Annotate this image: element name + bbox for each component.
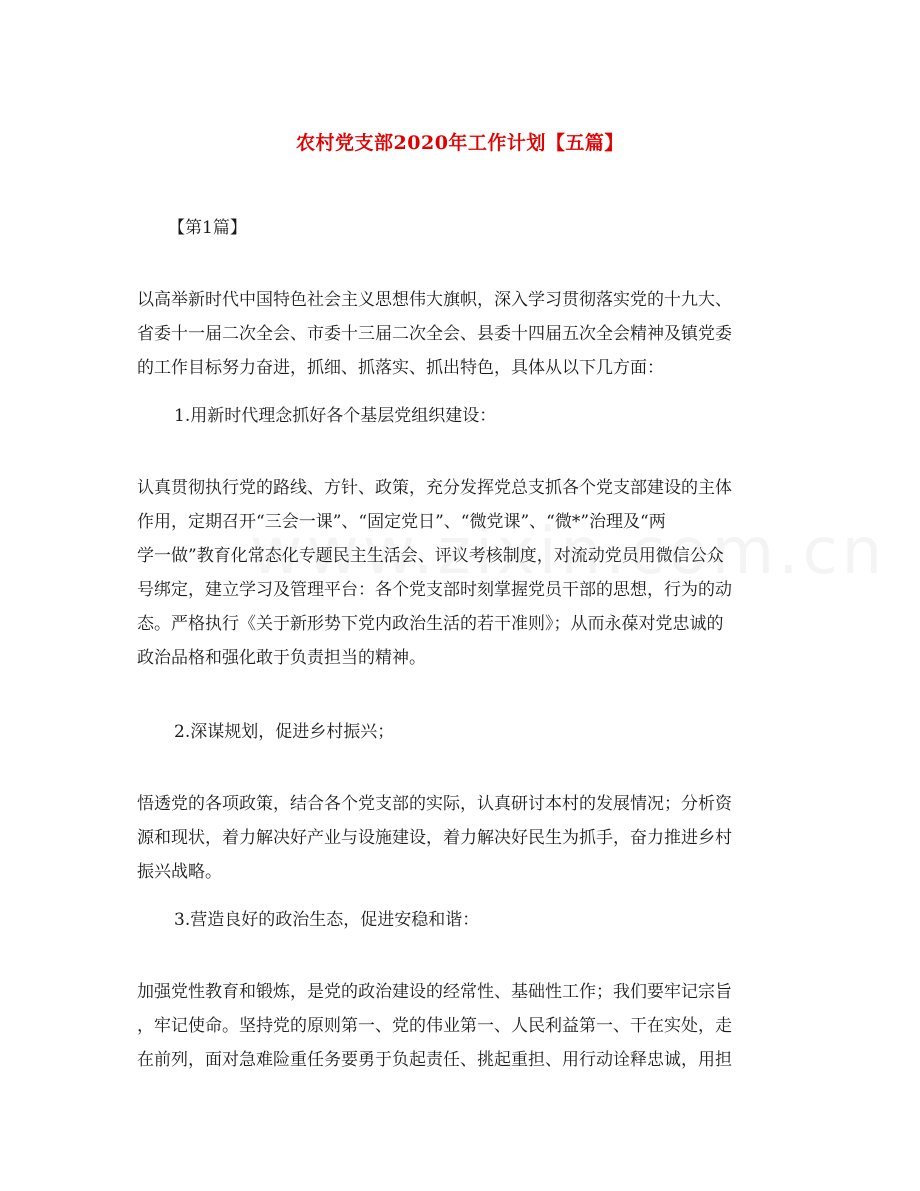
section-label: 【第1篇】: [168, 218, 247, 238]
paragraph-line: 加强党性教育和锻炼，是党的政治建设的经常性、基础性工作；我们要牢记宗旨: [137, 982, 732, 1002]
paragraph-3: [137, 975, 787, 1077]
item-heading-3: 3.营造良好的政治生态，促进安稳和谐：: [174, 910, 480, 930]
paragraph-line: 的工作目标努力奋进，抓细、抓落实、抓出特色，具体从以下几方面：: [137, 358, 664, 378]
intro-paragraph: [137, 283, 787, 385]
paragraph-line: 以高举新时代中国特色社会主义思想伟大旗帜，深入学习贯彻落实党的十九大、: [137, 290, 732, 310]
paragraph-line: 作用，定期召开“三会一课”、“固定党日”、“微党课”、“微*”治理及“两: [137, 512, 666, 532]
paragraph-line: 态。严格执行《关于新形势下党内政治生活的若干准则》；从而永葆对党忠诚的: [137, 614, 724, 634]
item-heading-1: 1.用新时代理念抓好各个基层党组织建设：: [174, 406, 497, 426]
paragraph-line: 在前列，面对急难险重任务要勇于负起责任、挑起重担、用行动诠释忠诚，用担: [137, 1050, 732, 1070]
paragraph-line: 认真贯彻执行党的路线、方针、政策，充分发挥党总支抓各个党支部建设的主体: [137, 478, 732, 498]
paragraph-line: 源和现状，着力解决好产业与设施建设，着力解决好民生为抓手，奋力推进乡村: [137, 828, 732, 848]
paragraph-line: 振兴战略。: [137, 862, 222, 882]
paragraph-line: 学一做”教育化常态化专题民主生活会、评议考核制度，对流动党员用微信公众: [137, 546, 724, 566]
document-title: 农村党支部2020年工作计划【五篇】: [296, 132, 624, 154]
paragraph-1: [137, 471, 787, 675]
paragraph-line: ，牢记使命。坚持党的原则第一、党的伟业第一、人民利益第一、干在实处，走: [137, 1016, 732, 1036]
paragraph-line: 省委十一届二次全会、市委十三届二次全会、县委十四届五次全会精神及镇党委: [137, 324, 732, 344]
paragraph-2: [137, 787, 787, 889]
paragraph-line: 悟透党的各项政策，结合各个党支部的实际，认真研讨本村的发展情况；分析资: [137, 794, 732, 814]
paragraph-line: 政治品格和强化敢于负责担当的精神。: [137, 648, 426, 668]
item-heading-2: 2.深谋规划，促进乡村振兴；: [174, 722, 395, 742]
paragraph-line: 号绑定，建立学习及管理平台：各个党支部时刻掌握党员干部的思想，行为的动: [137, 580, 732, 600]
